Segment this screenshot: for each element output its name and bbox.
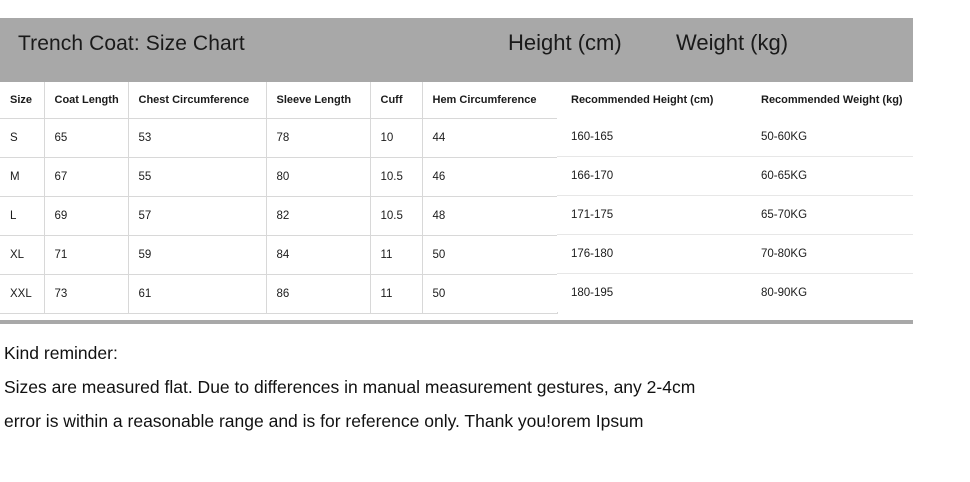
- cell-chest-circumference: 61: [128, 275, 266, 314]
- cell-hem-circumference: 50: [422, 275, 557, 314]
- table-row: [557, 196, 913, 235]
- column-header-cuff: Cuff: [370, 82, 422, 119]
- cell-chest-circumference: 53: [128, 119, 266, 158]
- cell-recommended-height: 166-170: [557, 157, 747, 196]
- cell-recommended-height: 176-180: [557, 235, 747, 274]
- cell-sleeve-length: 80: [266, 158, 370, 197]
- cell-chest-circumference: 59: [128, 236, 266, 275]
- cell-size: L: [0, 197, 44, 236]
- cell-size: S: [0, 119, 44, 158]
- table-row: [557, 274, 913, 313]
- page-title: Trench Coat: Size Chart: [18, 32, 245, 55]
- column-header-hem-circumference: Hem Circumference: [422, 82, 557, 119]
- cell-cuff: 11: [370, 275, 422, 314]
- cell-recommended-weight: 65-70KG: [747, 196, 913, 235]
- table-row: [0, 275, 557, 314]
- cell-size: XL: [0, 236, 44, 275]
- table-row: [557, 157, 913, 196]
- table-bottom-divider: [0, 320, 913, 324]
- column-header-chest-circumference: Chest Circumference: [128, 82, 266, 119]
- cell-cuff: 10.5: [370, 197, 422, 236]
- cell-coat-length: 69: [44, 197, 128, 236]
- reminder-line-2: error is within a reasonable range and is for reference only. Thank you!orem Ipsum: [4, 411, 644, 431]
- reminder-line-1: Sizes are measured flat. Due to differences in manual measurement gestures, any 2-4cm: [4, 377, 696, 397]
- cell-sleeve-length: 82: [266, 197, 370, 236]
- column-header-coat-length: Coat Length: [44, 82, 128, 119]
- cell-sleeve-length: 84: [266, 236, 370, 275]
- cell-size: M: [0, 158, 44, 197]
- weight-column-label: Weight (kg): [676, 30, 789, 55]
- column-header-size: Size: [0, 82, 44, 119]
- table-header-row: [0, 82, 557, 119]
- height-column-label: Height (cm): [508, 30, 622, 55]
- cell-coat-length: 67: [44, 158, 128, 197]
- cell-cuff: 10.5: [370, 158, 422, 197]
- cell-coat-length: 73: [44, 275, 128, 314]
- table-header-row: [557, 82, 913, 118]
- measurements-table: [0, 82, 558, 314]
- cell-hem-circumference: 48: [422, 197, 557, 236]
- cell-sleeve-length: 86: [266, 275, 370, 314]
- table-row: [557, 118, 913, 157]
- cell-hem-circumference: 44: [422, 119, 557, 158]
- table-row: [557, 235, 913, 274]
- cell-recommended-weight: 80-90KG: [747, 274, 913, 313]
- cell-hem-circumference: 46: [422, 158, 557, 197]
- cell-coat-length: 65: [44, 119, 128, 158]
- cell-recommended-weight: 50-60KG: [747, 118, 913, 157]
- table-row: [0, 119, 557, 158]
- size-tables: [0, 82, 913, 320]
- column-header-recommended-weight: Recommended Weight (kg): [747, 82, 913, 118]
- column-header-recommended-height: Recommended Height (cm): [557, 82, 747, 118]
- cell-chest-circumference: 57: [128, 197, 266, 236]
- reminder-notes: [4, 336, 964, 438]
- cell-cuff: 10: [370, 119, 422, 158]
- cell-recommended-height: 160-165: [557, 118, 747, 157]
- table-row: [0, 197, 557, 236]
- cell-size: XXL: [0, 275, 44, 314]
- cell-recommended-weight: 60-65KG: [747, 157, 913, 196]
- cell-recommended-weight: 70-80KG: [747, 235, 913, 274]
- recommendation-table: [557, 82, 913, 312]
- cell-sleeve-length: 78: [266, 119, 370, 158]
- table-row: [0, 236, 557, 275]
- column-header-sleeve-length: Sleeve Length: [266, 82, 370, 119]
- cell-hem-circumference: 50: [422, 236, 557, 275]
- cell-recommended-height: 171-175: [557, 196, 747, 235]
- cell-recommended-height: 180-195: [557, 274, 747, 313]
- cell-cuff: 11: [370, 236, 422, 275]
- cell-chest-circumference: 55: [128, 158, 266, 197]
- cell-coat-length: 71: [44, 236, 128, 275]
- table-row: [0, 158, 557, 197]
- reminder-title: Kind reminder:: [4, 343, 118, 363]
